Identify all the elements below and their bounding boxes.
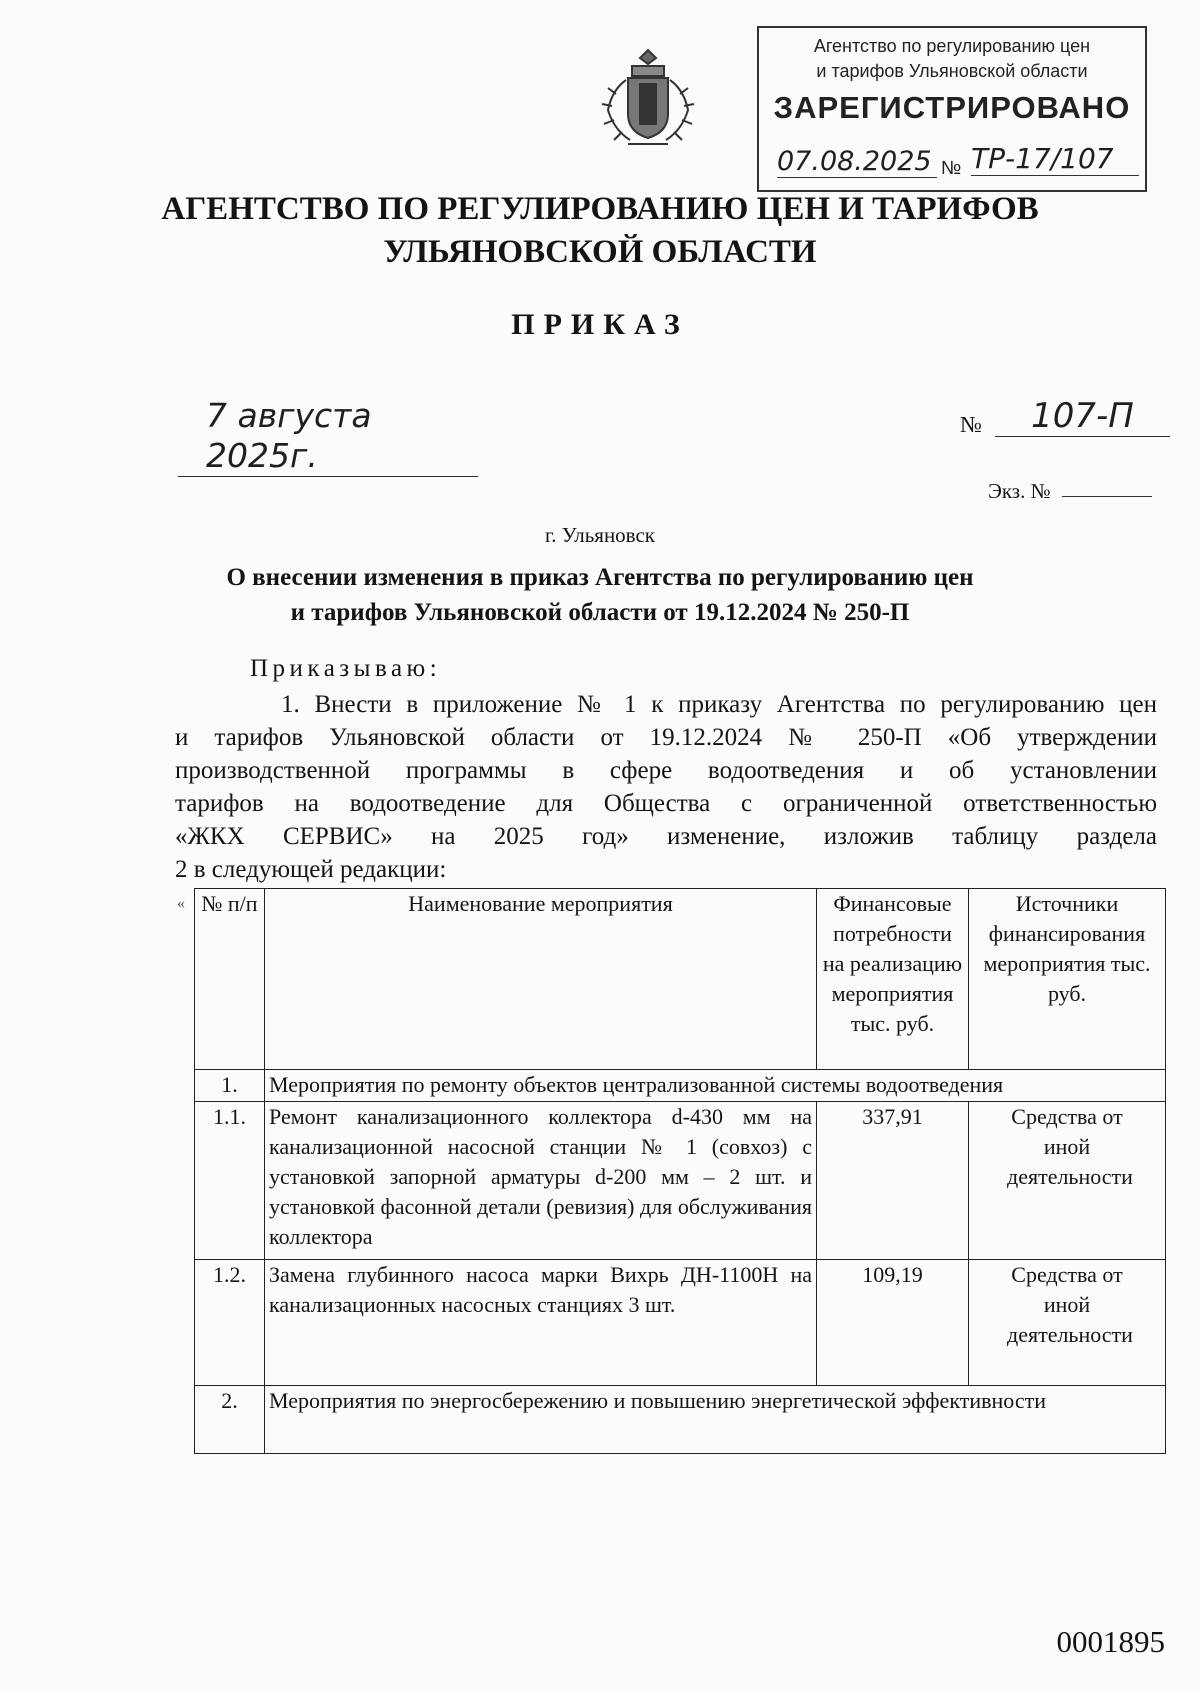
registration-stamp: [757, 26, 1147, 192]
body-line: 2 в следующей редакции:: [175, 856, 447, 883]
agency-name-line2: УЛЬЯНОВСКОЙ ОБЛАСТИ: [383, 234, 817, 270]
body-line: производственной программы в сфере водоотведения и об установлении: [175, 757, 1157, 784]
title-line1: О внесении изменения в приказ Агентства по регулированию цен: [226, 564, 974, 591]
stamp-registered-label: ЗАРЕГИСТРИРОВАНО: [773, 90, 1131, 125]
section-title: Мероприятия по ремонту объектов централизованной системы водоотведения: [265, 1070, 1166, 1102]
stamp-agency-line1: Агентство по регулированию цен: [813, 36, 1091, 56]
body-line: тарифов на водоотведение для Общества с ограниченной ответственностью: [175, 790, 1157, 817]
header-cell-number: № п/п: [195, 889, 265, 1070]
section-row: [195, 1070, 1166, 1102]
stamp-agency-line2: и тарифов Ульяновской области: [816, 61, 1088, 81]
body-line: 1. Внести в приложение № 1 к приказу Агентства по регулированию цен: [281, 691, 1157, 718]
stamp-number-sign: №: [941, 158, 962, 179]
order-word: Приказываю:: [250, 655, 442, 682]
row-source: [969, 1102, 1166, 1260]
quote-mark: «: [177, 895, 185, 912]
row-source-text: Средства от иной деятельности: [1007, 1262, 1133, 1347]
order-number-label: №: [960, 412, 982, 437]
city: г. Ульяновск: [544, 523, 655, 547]
agency-name: [0, 188, 1200, 274]
body-line: и тарифов Ульяновской области от 19.12.2024 № 250-П «Об утверждении: [175, 724, 1157, 751]
body-paragraph: [175, 688, 1157, 886]
document-title: [0, 560, 1200, 630]
title-line2: и тарифов Ульяновской области от 19.12.2024 № 250-П: [290, 599, 910, 626]
coat-of-arms-emblem: [598, 44, 698, 154]
row-source: [969, 1260, 1166, 1386]
serial-number: 0001895: [1056, 1624, 1165, 1659]
row-number: 1.1.: [195, 1102, 265, 1260]
section-number: 1.: [195, 1070, 265, 1102]
row-number: 1.2.: [195, 1260, 265, 1386]
table-row: [195, 1260, 1166, 1386]
section-title: Мероприятия по энергосбережению и повышению энергетической эффективности: [265, 1386, 1166, 1454]
row-name: Замена глубинного насоса марки Вихрь ДН-1100Н на канализационных насосных станциях 3 шт.: [265, 1260, 817, 1386]
table-header-row: [195, 889, 1166, 1070]
agency-name-line1: АГЕНТСТВО ПО РЕГУЛИРОВАНИЮ ЦЕН И ТАРИФОВ: [161, 191, 1039, 227]
row-amount: 109,19: [817, 1260, 969, 1386]
header-cell-name: Наименование мероприятия: [265, 889, 817, 1070]
header-cell-amount: Финансовые потребности на реализацию мероприятия тыс. руб.: [817, 889, 969, 1070]
document-type: ПРИКАЗ: [511, 308, 689, 341]
order-date: 7 августа 2025г.: [178, 396, 478, 477]
table-row: [195, 1102, 1166, 1260]
row-amount: 337,91: [817, 1102, 969, 1260]
section-number: 2.: [195, 1386, 265, 1454]
stamp-number: ТР-17/107: [971, 142, 1139, 176]
order-number: 107-П: [995, 396, 1170, 437]
section-row: [195, 1386, 1166, 1454]
body-line: «ЖКХ СЕРВИС» на 2025 год» изменение, изложив таблицу раздела: [175, 823, 1157, 850]
row-name: Ремонт канализационного коллектора d-430 мм на канализационной насосной станции № 1 (совхоз) с установкой запорной арматуры d-200 мм – 2 шт. и установкой фасонной детали (ревизия) для обслуживания коллектора: [265, 1102, 817, 1260]
stamp-date: 07.08.2025: [777, 146, 937, 178]
measures-table: [194, 888, 1166, 1454]
copy-number-label: Экз. №: [988, 479, 1051, 503]
copy-number-line: [1062, 496, 1152, 497]
row-source-text: Средства от иной деятельности: [1007, 1104, 1133, 1189]
header-cell-source: Источники финансирования мероприятия тыс. руб.: [969, 889, 1166, 1070]
